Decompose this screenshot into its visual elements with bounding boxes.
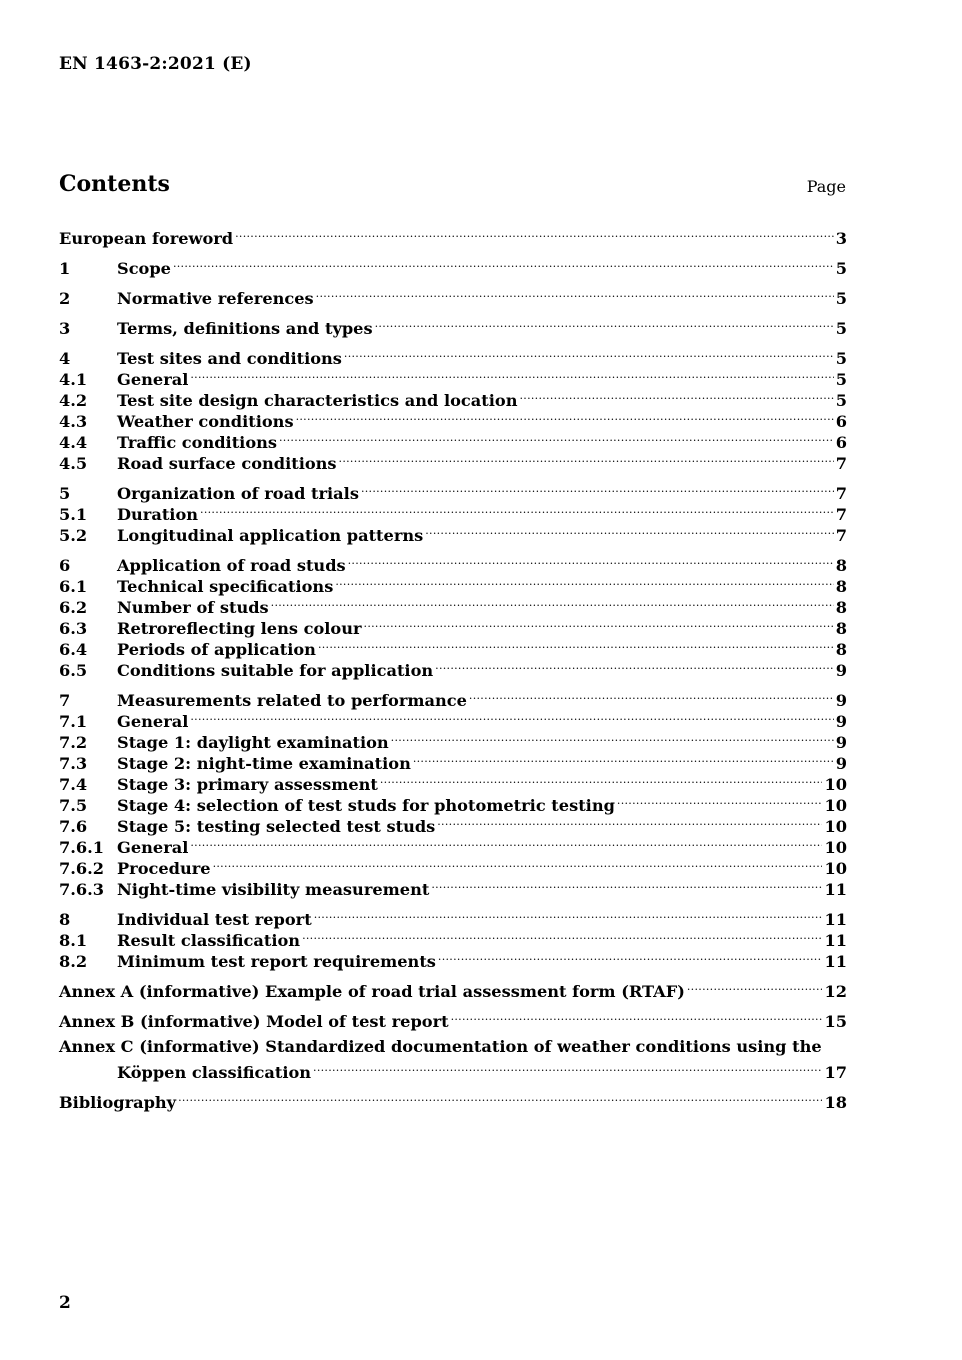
toc-dot-leader: [235, 223, 834, 244]
toc-entry-number: 6.3: [59, 619, 88, 638]
toc-dot-leader: [435, 655, 834, 676]
toc-entry-page: 5: [835, 289, 847, 308]
toc-entry-number: 7.3: [59, 754, 88, 773]
toc-entry-number: 7.2: [59, 733, 88, 752]
toc-entry-page: 5: [835, 319, 847, 338]
toc-entry-page: 5: [835, 259, 847, 278]
toc-dot-leader: [190, 832, 822, 853]
toc-entry-title: Individual test report: [117, 910, 312, 929]
toc-entry[interactable]: [59, 1087, 847, 1112]
toc-entry-page: 6: [835, 433, 847, 452]
toc-entry-title: Application of road studs: [117, 556, 346, 575]
toc-entry-number: 7: [59, 691, 71, 710]
toc-entry-page: 10: [824, 859, 847, 878]
toc-entry-page: 6: [835, 412, 847, 431]
document-id: EN 1463-2:2021 (E): [59, 54, 252, 74]
toc-entry-title: General: [117, 838, 189, 857]
toc-dot-leader: [519, 385, 833, 406]
toc-entry-number: 6: [59, 556, 71, 575]
toc-group: [59, 223, 847, 248]
toc-entry-title: Procedure: [117, 859, 211, 878]
toc-group: [59, 550, 847, 680]
toc-entry-title: Traffic conditions: [117, 433, 278, 452]
toc-dot-leader: [279, 427, 834, 448]
toc-entry[interactable]: [59, 313, 847, 338]
contents-heading: Contents: [59, 171, 170, 197]
toc-entry-page: 10: [824, 838, 847, 857]
toc-group: [59, 283, 847, 308]
toc-entry-title: Technical specifications: [117, 577, 334, 596]
toc-group: [59, 313, 847, 338]
toc-entry-number: 4.2: [59, 391, 88, 410]
toc-group: [59, 1087, 847, 1112]
toc-dot-leader: [316, 283, 834, 304]
toc-dot-leader: [413, 748, 834, 769]
toc-entry-title: Normative references: [117, 289, 314, 308]
toc-entry-page: 5: [835, 349, 847, 368]
toc-dot-leader: [271, 592, 834, 613]
toc-entry-page: 7: [835, 484, 847, 503]
toc-entry-page: 8: [835, 640, 847, 659]
toc-entry-number: 2: [59, 289, 71, 308]
toc-entry[interactable]: [59, 976, 847, 1001]
toc-entry-number: 6.4: [59, 640, 88, 659]
toc-entry-title: Annex B (informative) Model of test report: [59, 1012, 449, 1031]
toc-entry-title: Stage 5: testing selected test studs: [117, 817, 436, 836]
toc-entry-title: Longitudinal application patterns: [117, 526, 424, 545]
toc-dot-leader: [190, 706, 833, 727]
toc-entry-number: 1: [59, 259, 71, 278]
toc-entry-title: Duration: [117, 505, 199, 524]
toc-entry-title: Measurements related to performance: [117, 691, 467, 710]
toc-entry-title: Periods of application: [117, 640, 316, 659]
toc-entry[interactable]: [59, 283, 847, 308]
toc-group: [59, 904, 847, 971]
table-of-contents: [59, 223, 847, 1117]
toc-entry-title-continuation: Köppen classification: [117, 1063, 312, 1082]
toc-dot-leader: [437, 811, 822, 832]
toc-entry[interactable]: [59, 685, 847, 710]
toc-entry-page: 11: [824, 910, 847, 929]
toc-entry-page: 8: [835, 598, 847, 617]
toc-entry-number: 7.6.2: [59, 859, 105, 878]
toc-entry-title: Conditions suitable for application: [117, 661, 434, 680]
toc-entry-page: 9: [835, 661, 847, 680]
toc-dot-leader: [380, 769, 823, 790]
toc-entry-number: 6.2: [59, 598, 88, 617]
toc-entry-page: 5: [835, 391, 847, 410]
toc-entry-page: 3: [835, 229, 847, 248]
page-number: 2: [59, 1293, 71, 1313]
toc-dot-leader: [469, 685, 834, 706]
toc-entry-page: 9: [835, 712, 847, 731]
toc-entry-page: 8: [835, 556, 847, 575]
toc-dot-leader: [313, 1057, 822, 1078]
toc-entry-page: 10: [824, 817, 847, 836]
toc-entry-number: 7.6.1: [59, 838, 105, 857]
toc-entry-title: Number of studs: [117, 598, 269, 617]
toc-entry-title: Test site design characteristics and location: [117, 391, 518, 410]
toc-entry-title: Stage 3: primary assessment: [117, 775, 378, 794]
toc-entry[interactable]: [59, 343, 847, 368]
toc-entry-page: 5: [835, 370, 847, 389]
toc-entry-page: 15: [824, 1012, 847, 1031]
toc-entry-number: 4.1: [59, 370, 88, 389]
toc-dot-leader: [361, 478, 834, 499]
toc-entry-number: 6.5: [59, 661, 88, 680]
toc-entry-page: 12: [824, 982, 847, 1001]
toc-entry-number: 5.2: [59, 526, 88, 545]
toc-entry-number: 4.4: [59, 433, 88, 452]
toc-dot-leader: [200, 499, 834, 520]
toc-entry-number: 7.5: [59, 796, 88, 815]
toc-dot-leader: [318, 634, 834, 655]
toc-entry-number: 7.1: [59, 712, 88, 731]
toc-entry[interactable]: [59, 904, 847, 929]
toc-entry-number: 7.4: [59, 775, 88, 794]
toc-entry-title: Scope: [117, 259, 171, 278]
toc-dot-leader: [190, 364, 833, 385]
toc-entry-page: 7: [835, 454, 847, 473]
toc-entry-page: 9: [835, 691, 847, 710]
toc-entry-title[interactable]: Annex C (informative) Standardized documentation of weather conditions using the: [59, 1037, 822, 1056]
toc-group: [59, 685, 847, 899]
toc-entry-page: 11: [824, 880, 847, 899]
toc-group: [59, 1006, 847, 1031]
toc-entry-number: 5.1: [59, 505, 88, 524]
toc-entry-page: 8: [835, 577, 847, 596]
toc-entry-page: 8: [835, 619, 847, 638]
toc-entry[interactable]: [59, 223, 847, 248]
toc-dot-leader: [348, 550, 834, 571]
toc-group: [59, 343, 847, 473]
toc-entry-title: Bibliography: [59, 1093, 177, 1112]
toc-entry-page: 11: [824, 952, 847, 971]
toc-entry-number: 8.2: [59, 952, 88, 971]
toc-entry-title: Organization of road trials: [117, 484, 359, 503]
toc-dot-leader: [344, 343, 834, 364]
toc-entry-page: 7: [835, 526, 847, 545]
toc-entry-page: 7: [835, 505, 847, 524]
toc-dot-leader: [173, 253, 834, 274]
toc-entry-page: 18: [824, 1093, 847, 1112]
toc-dot-leader: [339, 448, 834, 469]
toc-dot-leader: [314, 904, 823, 925]
toc-group: [59, 976, 847, 1001]
toc-entry-title: Night-time visibility measurement: [117, 880, 430, 899]
toc-dot-leader: [391, 727, 834, 748]
toc-entry-number: 6.1: [59, 577, 88, 596]
toc-entry-page: 11: [824, 931, 847, 950]
toc-dot-leader: [617, 790, 823, 811]
toc-entry-page: 17: [824, 1063, 847, 1082]
toc-entry-number: 8.1: [59, 931, 88, 950]
toc-entry-page: 10: [824, 796, 847, 815]
toc-entry-number: 3: [59, 319, 71, 338]
toc-entry-title: European foreword: [59, 229, 234, 248]
toc-dot-leader: [364, 613, 834, 634]
toc-dot-leader: [431, 874, 822, 895]
toc-entry-number: 7.6: [59, 817, 88, 836]
toc-entry-title: Stage 4: selection of test studs for photometric testing: [117, 796, 615, 815]
toc-group: [59, 1036, 847, 1082]
toc-entry-number: 4.3: [59, 412, 88, 431]
page-column-label: Page: [806, 177, 846, 196]
toc-dot-leader: [296, 406, 834, 427]
toc-entry-page: 9: [835, 733, 847, 752]
toc-entry-title: Minimum test report requirements: [117, 952, 436, 971]
toc-entry-title: Terms, definitions and types: [117, 319, 373, 338]
toc-group: [59, 478, 847, 545]
toc-dot-leader: [335, 571, 833, 592]
toc-entry-number: 5: [59, 484, 71, 503]
toc-entry-title: Result classification: [117, 931, 301, 950]
toc-entry[interactable]: [59, 1006, 847, 1031]
toc-entry-page: 10: [824, 775, 847, 794]
toc-dot-leader: [302, 925, 822, 946]
toc-dot-leader: [178, 1087, 822, 1108]
toc-entry-title: Retroreflecting lens colour: [117, 619, 362, 638]
toc-dot-leader: [451, 1006, 823, 1027]
toc-entry[interactable]: [59, 550, 847, 575]
toc-entry-number: 8: [59, 910, 71, 929]
toc-dot-leader: [425, 520, 833, 541]
toc-entry-number: 4: [59, 349, 71, 368]
toc-entry-title: Stage 1: daylight examination: [117, 733, 389, 752]
toc-dot-leader: [213, 853, 823, 874]
toc-entry-title: General: [117, 370, 189, 389]
toc-entry[interactable]: [59, 1057, 847, 1082]
toc-dot-leader: [687, 976, 823, 997]
toc-entry-title: Weather conditions: [117, 412, 294, 431]
toc-entry[interactable]: [59, 478, 847, 503]
toc-dot-leader: [438, 946, 823, 967]
toc-entry-title: Road surface conditions: [117, 454, 337, 473]
toc-entry-title: Stage 2: night-time examination: [117, 754, 411, 773]
toc-entry-title: Annex A (informative) Example of road trial assessment form (RTAF): [59, 982, 685, 1001]
toc-entry[interactable]: [59, 253, 847, 278]
toc-entry-title: Test sites and conditions: [117, 349, 342, 368]
toc-group: [59, 253, 847, 278]
toc-entry-page: 9: [835, 754, 847, 773]
toc-entry-number: 4.5: [59, 454, 88, 473]
toc-entry-title: General: [117, 712, 189, 731]
toc-dot-leader: [375, 313, 834, 334]
toc-entry-number: 7.6.3: [59, 880, 105, 899]
